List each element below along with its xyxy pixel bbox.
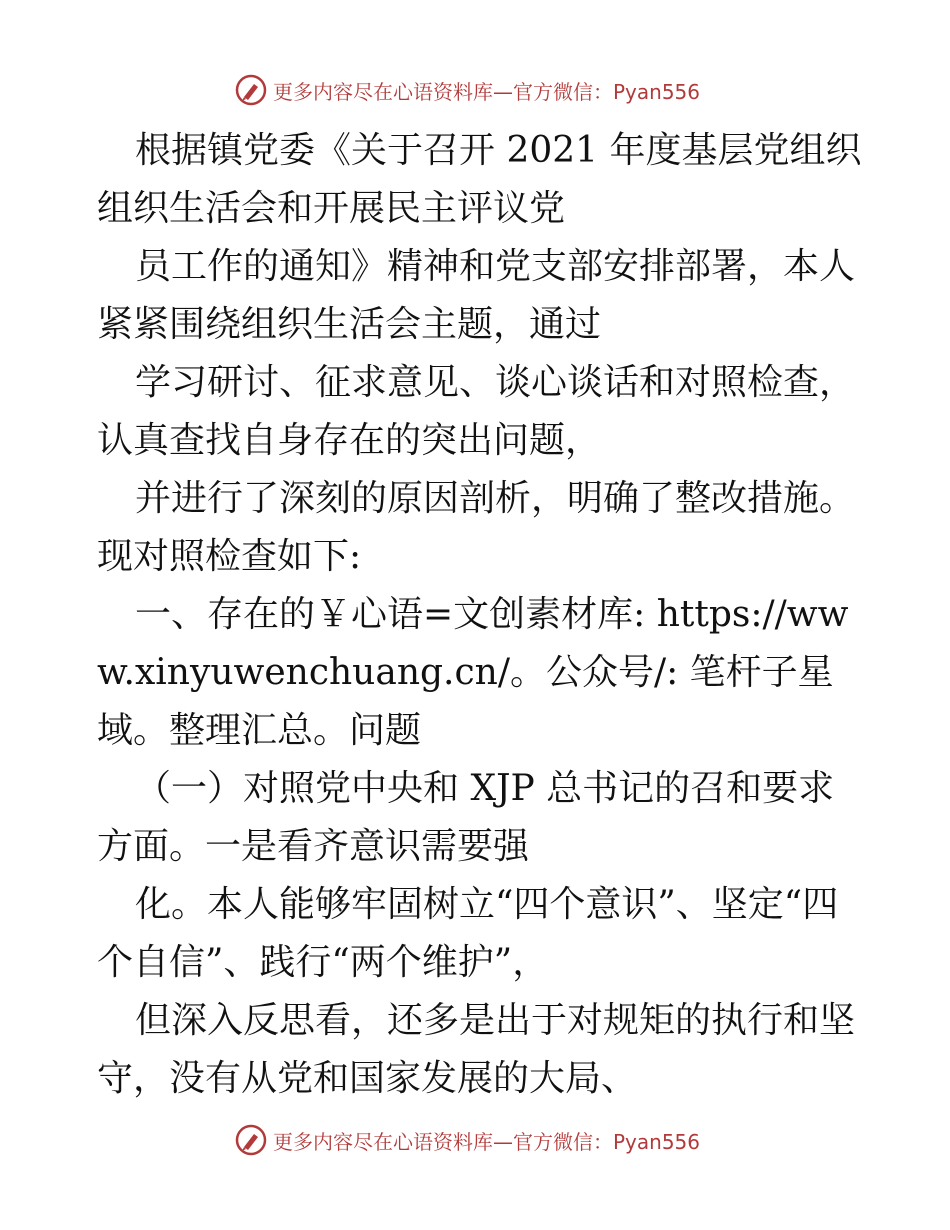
watermark-header	[235, 72, 755, 108]
paragraph: 员工作的通知》精神和党支部安排部署，本人紧紧围绕组织生活会主题，通过	[97, 246, 856, 345]
watermark-text: 更多内容尽在心语资料库—官方微信：Pyan556	[273, 79, 701, 104]
watermark-footer	[235, 1122, 755, 1158]
paragraph: 并进行了深刻的原因剖析，明确了整改措施。现对照检查如下:	[97, 478, 856, 577]
watermark-text: 更多内容尽在心语资料库—官方微信：Pyan556	[273, 1129, 701, 1154]
paragraph: 根据镇党委《关于召开 2021 年度基层党组织组织生活会和开展民主评议党	[97, 130, 862, 229]
document-body	[97, 122, 867, 1108]
paragraph: 但深入反思看，还多是出于对规矩的执行和坚守，没有从党和国家发展的大局、	[97, 1000, 856, 1099]
pen-logo-icon	[235, 74, 267, 106]
pen-logo-icon	[235, 1124, 267, 1156]
paragraph: （一）对照党中央和 XJP 总书记的召和要求方面。一是看齐意识需要强	[97, 768, 835, 867]
paragraph: 化。本人能够牢固树立“四个意识”、坚定“四个自信”、践行“两个维护”，	[97, 884, 839, 983]
paragraph: 一、存在的￥心语=文创素材库: https://www.xinyuwenchuang.cn/。公众号/: 笔杆子星域。整理汇总。问题	[97, 594, 849, 751]
paragraph: 学习研讨、征求意见、谈心谈话和对照检查，认真查找自身存在的突出问题，	[97, 362, 856, 461]
